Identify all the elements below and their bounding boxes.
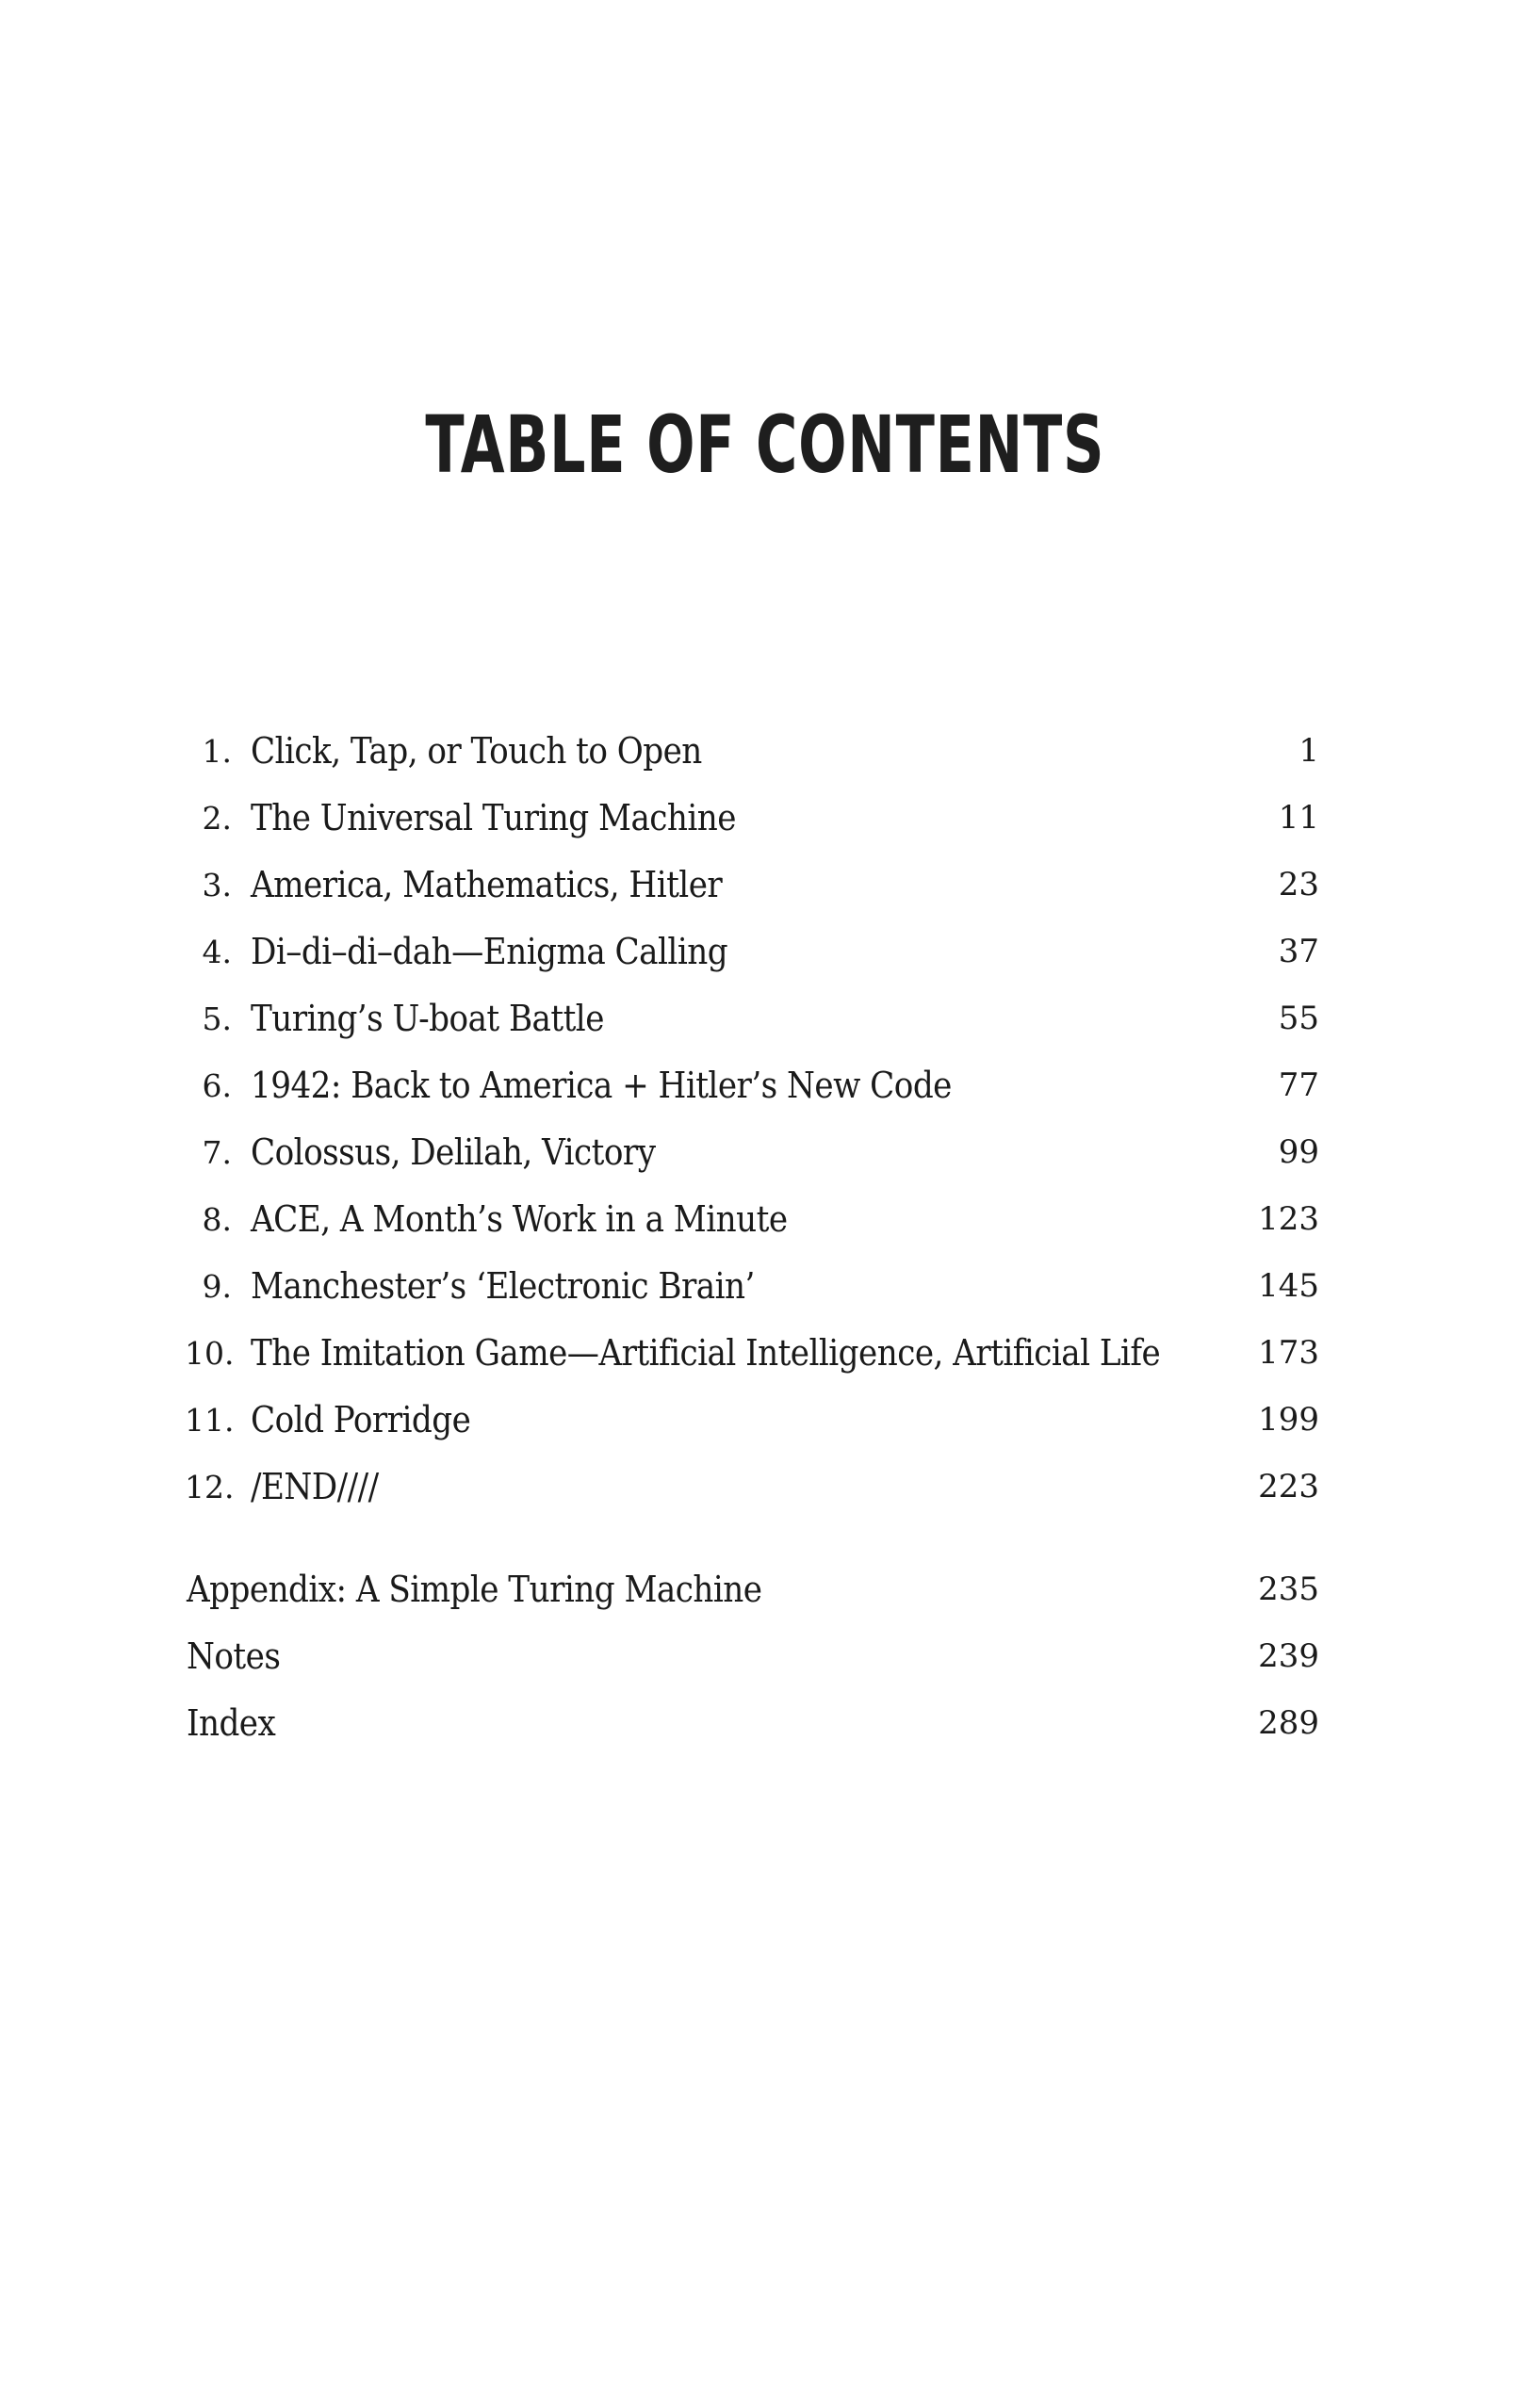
page-number: 199 xyxy=(1258,1401,1319,1439)
toc-entry[interactable] xyxy=(185,1186,1319,1253)
toc-entry[interactable] xyxy=(185,718,1319,785)
back-matter-title: Index xyxy=(187,1702,276,1744)
toc-entry[interactable] xyxy=(185,1052,1319,1119)
chapter-number: 1. xyxy=(202,733,232,770)
chapter-number: 9. xyxy=(202,1268,232,1305)
page-number: 173 xyxy=(1258,1334,1319,1372)
page-number: 23 xyxy=(1278,866,1319,903)
page-number: 99 xyxy=(1278,1133,1319,1171)
back-matter-list xyxy=(187,1556,1319,1757)
back-matter-title: Appendix: A Simple Turing Machine xyxy=(187,1569,762,1610)
chapter-number: 8. xyxy=(202,1201,232,1238)
page-number: 145 xyxy=(1258,1267,1319,1305)
chapter-title: Di–di–di–dah—Enigma Calling xyxy=(251,931,728,972)
toc-entry[interactable] xyxy=(185,1119,1319,1186)
page-number: 77 xyxy=(1278,1066,1319,1104)
chapter-number: 2. xyxy=(202,800,232,837)
chapter-number: 10. xyxy=(185,1335,235,1372)
toc-entry[interactable] xyxy=(185,1387,1319,1454)
toc-entry[interactable] xyxy=(185,1454,1319,1521)
toc-entry[interactable] xyxy=(187,1623,1319,1690)
toc-entry[interactable] xyxy=(187,1690,1319,1757)
toc-entry[interactable] xyxy=(185,919,1319,985)
chapter-title: Cold Porridge xyxy=(251,1399,471,1440)
chapter-list xyxy=(185,718,1319,1521)
chapter-number: 11. xyxy=(185,1402,235,1439)
page-number: 37 xyxy=(1278,933,1319,970)
chapter-title: The Universal Turing Machine xyxy=(251,797,736,838)
page-number: 289 xyxy=(1258,1704,1319,1742)
toc-entry[interactable] xyxy=(185,852,1319,919)
toc-entry[interactable] xyxy=(185,985,1319,1052)
chapter-number: 5. xyxy=(202,1001,232,1037)
chapter-number: 12. xyxy=(185,1469,235,1505)
toc-entry[interactable] xyxy=(187,1556,1319,1623)
page-number: 1 xyxy=(1298,732,1319,770)
chapter-title: Click, Tap, or Touch to Open xyxy=(251,730,702,772)
chapter-title: America, Mathematics, Hitler xyxy=(251,864,723,905)
chapter-title: Colossus, Delilah, Victory xyxy=(251,1131,656,1173)
page-number: 55 xyxy=(1278,1000,1319,1037)
page-number: 223 xyxy=(1258,1468,1319,1505)
page-number: 11 xyxy=(1278,799,1319,837)
page-number: 123 xyxy=(1258,1200,1319,1238)
chapter-title: ACE, A Month’s Work in a Minute xyxy=(251,1198,788,1240)
chapter-title: The Imitation Game—Artificial Intelligence, Artificial Life xyxy=(251,1332,1161,1374)
chapter-number: 4. xyxy=(202,934,232,970)
chapter-title: Turing’s U-boat Battle xyxy=(251,998,604,1039)
toc-entry[interactable] xyxy=(185,1320,1319,1387)
chapter-number: 6. xyxy=(202,1067,232,1104)
chapter-title: /END//// xyxy=(251,1466,379,1507)
page-number: 239 xyxy=(1258,1637,1319,1675)
toc-entry[interactable] xyxy=(185,785,1319,852)
page-number: 235 xyxy=(1258,1570,1319,1608)
toc-entry[interactable] xyxy=(185,1253,1319,1320)
back-matter-title: Notes xyxy=(187,1635,281,1677)
chapter-title: 1942: Back to America + Hitler’s New Code xyxy=(251,1065,952,1106)
chapter-number: 7. xyxy=(202,1134,232,1171)
chapter-title: Manchester’s ‘Electronic Brain’ xyxy=(251,1265,755,1307)
page-title: TABLE OF CONTENTS xyxy=(425,399,1105,491)
chapter-number: 3. xyxy=(202,867,232,903)
